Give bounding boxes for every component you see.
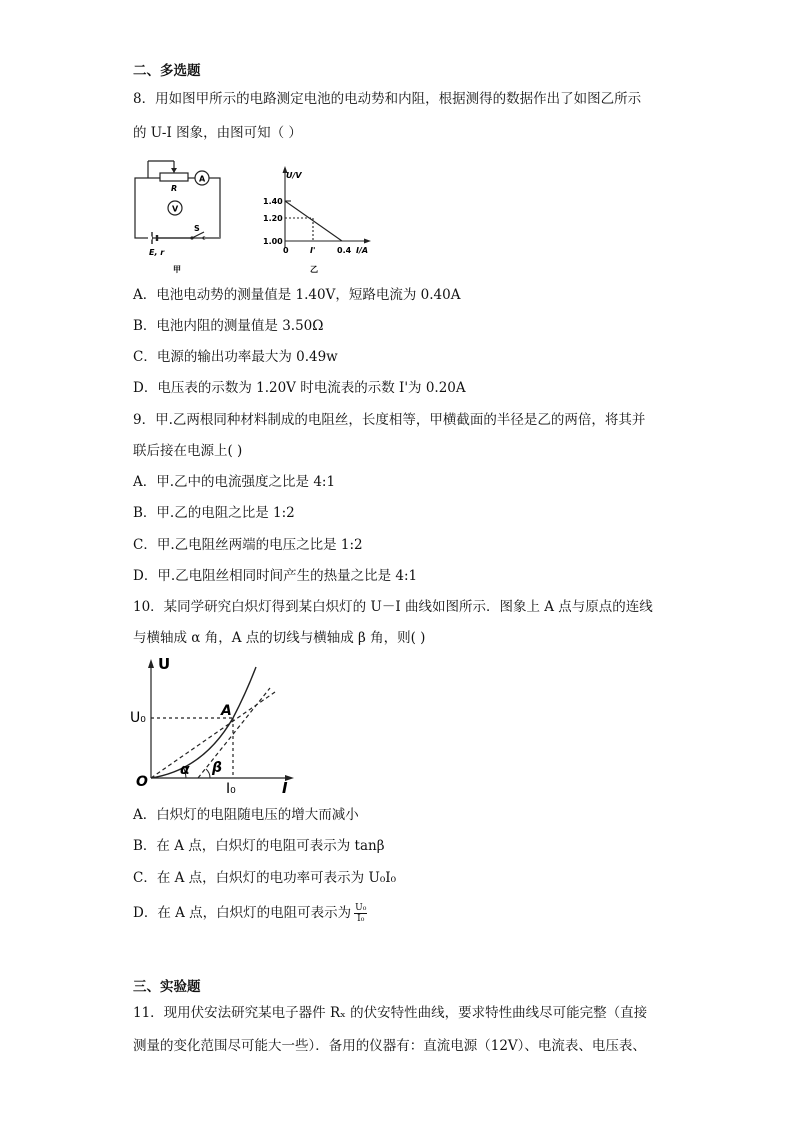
q9-option-a: A．甲.乙中的电流强度之比是 4:1 bbox=[133, 474, 336, 490]
origin-label: O bbox=[136, 774, 148, 790]
tick-y-1.20: 1.20 bbox=[263, 214, 283, 223]
tick-x-iprime: I' bbox=[310, 246, 316, 255]
q10-ui-curve-figure bbox=[128, 655, 303, 795]
q11-stem-line1: 11．现用伏安法研究某电子器件 Rₓ 的伏安特性曲线，要求特性曲线尽可能完整（直接 bbox=[133, 1005, 648, 1021]
q8-stem-line2: 的 U-I 图象，由图可知（ ） bbox=[133, 125, 302, 141]
alpha-label: α bbox=[180, 762, 190, 778]
axis-i-label: I bbox=[282, 779, 288, 795]
rheostat-label: R bbox=[171, 184, 178, 193]
u0-label: U₀ bbox=[130, 710, 146, 726]
fig-jia-caption: 甲 bbox=[173, 265, 181, 274]
q9-option-b: B．甲.乙的电阻之比是 1:2 bbox=[133, 505, 295, 521]
fraction-denominator: I₀ bbox=[357, 914, 365, 924]
q9-option-c: C．甲.乙电阻丝两端的电压之比是 1:2 bbox=[133, 537, 363, 553]
q9-option-d: D．甲.乙电阻丝相同时间产生的热量之比是 4:1 bbox=[133, 568, 418, 584]
q10-option-c: C．在 A 点，白炽灯的电功率可表示为 U₀I₀ bbox=[133, 870, 396, 886]
graph-ylabel: U/V bbox=[286, 171, 302, 180]
q10-option-b: B．在 A 点，白炽灯的电阻可表示为 tanβ bbox=[133, 838, 385, 854]
q10-option-d bbox=[133, 896, 367, 930]
tick-y-1.00: 1.00 bbox=[263, 237, 283, 246]
axis-u-label: U bbox=[158, 655, 171, 673]
q10-option-a: A．白炽灯的电阻随电压的增大而减小 bbox=[133, 807, 359, 823]
tick-y-1.40: 1.40 bbox=[263, 197, 283, 206]
q9-stem-line1: 9．甲.乙两根同种材料制成的电阻丝，长度相等，甲横截面的半径是乙的两倍，将其并 bbox=[133, 412, 646, 428]
tick-x-0.4: 0.4 bbox=[337, 246, 352, 255]
fraction-u0-over-i0 bbox=[354, 903, 367, 924]
section-title-multiple-choice: 二、多选题 bbox=[133, 63, 201, 79]
tick-x-0: 0 bbox=[283, 246, 289, 255]
q10-stem-line1: 10．某同学研究白炽灯得到某白炽灯的 U－I 曲线如图所示．图象上 A 点与原点的连线 bbox=[133, 599, 653, 615]
q10-stem-line2: 与横轴成 α 角，A 点的切线与横轴成 β 角，则( ) bbox=[133, 630, 426, 646]
point-a-label: A bbox=[221, 703, 232, 719]
switch-label: S bbox=[194, 224, 200, 233]
q9-stem-line2: 联后接在电源上( ) bbox=[133, 443, 243, 459]
beta-label: β bbox=[212, 760, 223, 776]
q8-stem-line1: 8．用如图甲所示的电路测定电池的电动势和内阻，根据测得的数据作出了如图乙所示 bbox=[133, 91, 642, 107]
q10-option-d-text: D．在 A 点，白炽灯的电阻可表示为 bbox=[133, 905, 352, 921]
q8-circuit-diagram bbox=[130, 155, 230, 275]
ammeter-label: A bbox=[199, 174, 206, 184]
q11-stem-line2: 测量的变化范围尽可能大一些）．备用的仪器有：直流电源（12V）、电流表、电压表、 bbox=[133, 1038, 646, 1054]
i0-label: I₀ bbox=[226, 781, 236, 795]
fraction-numerator: U₀ bbox=[355, 903, 367, 913]
q8-ui-graph bbox=[255, 160, 380, 278]
section-title-experiment: 三、实验题 bbox=[133, 979, 201, 995]
voltmeter-label: V bbox=[172, 204, 179, 214]
q8-option-a: A．电池电动势的测量值是 1.40V，短路电流为 0.40A bbox=[133, 287, 461, 303]
q8-option-b: B．电池内阻的测量值是 3.50Ω bbox=[133, 318, 324, 334]
q8-option-c: C．电源的输出功率最大为 0.49w bbox=[133, 349, 338, 365]
fig-yi-caption: 乙 bbox=[310, 265, 318, 274]
q8-option-d: D．电压表的示数为 1.20V 时电流表的示数 I'为 0.20A bbox=[133, 380, 466, 396]
source-label: E, r bbox=[149, 248, 165, 257]
graph-xlabel: I/A bbox=[356, 246, 369, 255]
